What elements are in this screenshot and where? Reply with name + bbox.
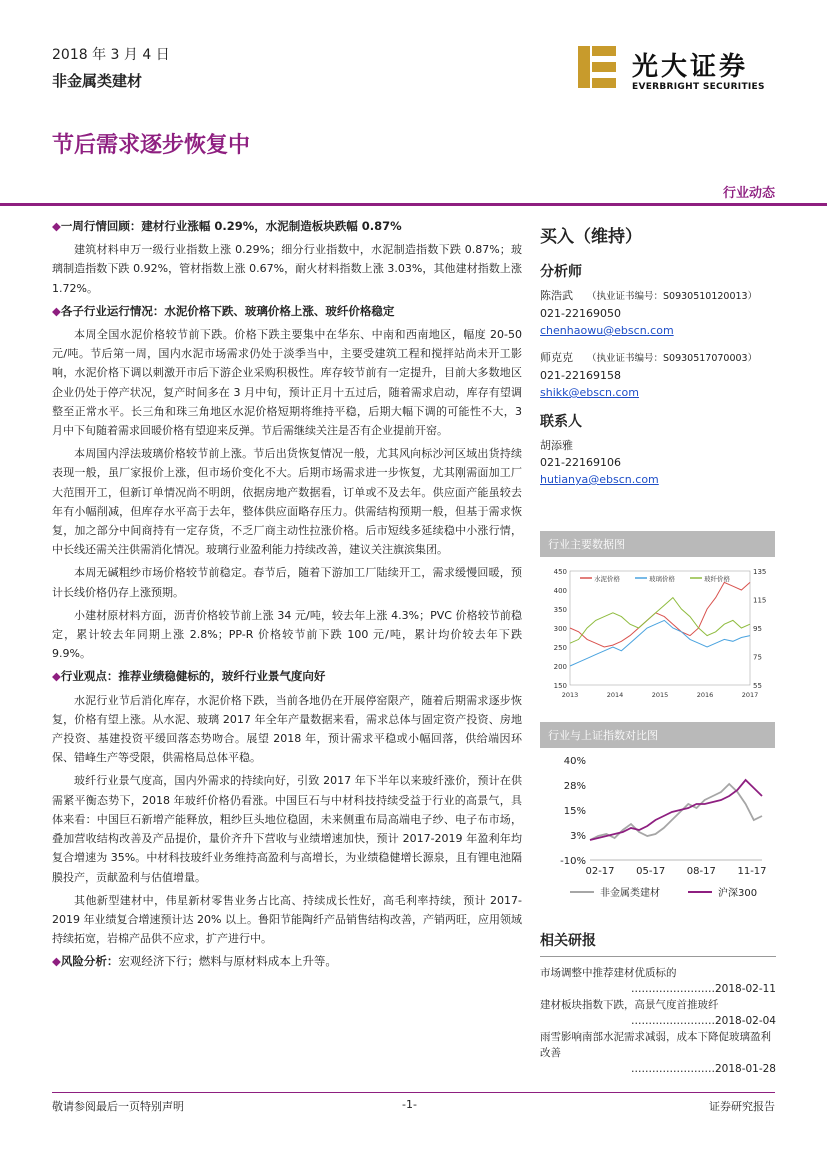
y-tick-label: 28%	[563, 781, 586, 792]
analyst-phone: 021-22169050	[540, 307, 621, 320]
x-tick-label: 2017	[741, 691, 759, 699]
y2-tick-label: 95	[753, 625, 762, 633]
x-tick-label: 11-17	[737, 866, 767, 877]
paragraph: 建筑材料申万一级行业指数上涨 0.29%；细分行业指数中，水泥制造指数下跌 0.87%；玻璃制造指数下跌 0.92%，管材指数上涨 0.67%，耐火材料指数上涨 3.03%，其他建材指数上涨 1.72%。	[52, 243, 522, 295]
related-report-title: 市场调整中推荐建材优质标的	[540, 967, 677, 979]
paragraph: 水泥行业节后消化库存，水泥价格下跌，当前各地仍在开展停窑限产，随着后期需求逐步恢复，价格有望上涨。从水泥、玻璃 2017 年全年产量数据来看，需求总体与固定资产投资、房地产投资、基建投资平缓回落态势吻合。展望 2018 年，预计需求平稳或小幅回落，供给端因环保、错峰生产等受限，供需格局总体平稳。	[52, 693, 522, 765]
sidebar	[540, 222, 780, 498]
sector-name: 非金属类建材	[52, 72, 143, 90]
y2-tick-label: 75	[753, 653, 762, 662]
contact-email[interactable]: hutianya@ebscn.com	[540, 473, 659, 486]
y-tick-label: 15%	[563, 806, 586, 817]
analyst-cert: （执业证书编号：S0930517070003）	[587, 353, 758, 364]
y-tick-label: 3%	[570, 831, 586, 842]
rating: 买入（维持）	[540, 227, 642, 247]
analyst	[540, 349, 780, 401]
footer-report: 证券研究报告	[709, 1100, 775, 1113]
legend-label: 非金属类建材	[600, 888, 660, 899]
legend-label: 玻纤价格	[704, 575, 730, 583]
y-tick-label: 450	[553, 568, 567, 576]
related-reports	[540, 924, 776, 1077]
y2-tick-label: 115	[753, 596, 767, 605]
related-report[interactable]	[540, 965, 776, 997]
y-tick-label: 300	[553, 625, 567, 633]
x-tick-label: 08-17	[686, 866, 716, 877]
report-date: 2018 年 3 月 4 日	[52, 47, 170, 63]
related-report-date: ……………………2018-01-28	[630, 1063, 776, 1075]
related-report[interactable]	[540, 997, 776, 1029]
logo-text-en: EVERBRIGHT SECURITIES	[632, 82, 765, 92]
paragraph: 其他新型建材中，伟星新材零售业务占比高、持续成长性好，高毛利率持续，预计 2017-2019 年业绩复合增速预计达 20% 以上。鲁阳节能陶纤产品销售结构改善，产销两旺，应用领域持续拓宽，岩棉产品供不应求，扩产进行中。	[52, 893, 522, 946]
logo-text: 光大证券	[632, 52, 749, 82]
x-tick-label: 2016	[696, 691, 714, 699]
chart2-svg	[540, 748, 775, 908]
y-tick-label: 200	[553, 663, 567, 671]
analyst	[540, 287, 780, 339]
contact-phone: 021-22169106	[540, 456, 621, 469]
index-compare-chart	[540, 722, 775, 912]
analyst-email[interactable]: shikk@ebscn.com	[540, 386, 639, 399]
x-tick-label: 2015	[651, 691, 669, 699]
risk-text: 宏观经济下行；燃料与原材料成本上升等。	[118, 954, 337, 969]
page-title: 节后需求逐步恢复中	[52, 133, 251, 158]
series-line	[590, 784, 762, 840]
section-heading: ◆行业观点：推荐业绩稳健标的，玻纤行业景气度向好	[52, 669, 326, 684]
y-tick-label: 150	[553, 682, 567, 690]
chart-title: 行业主要数据图	[540, 531, 775, 557]
y2-tick-label: 135	[753, 568, 767, 576]
section-heading: ◆各子行业运行情况：水泥价格下跌、玻璃价格上涨、玻纤价格稳定	[52, 303, 395, 318]
legend-label: 玻璃价格	[649, 575, 675, 583]
analyst-cert: （执业证书编号：S0930510120013）	[587, 291, 758, 302]
x-tick-label: 05-17	[636, 866, 666, 877]
chart-title: 行业与上证指数对比图	[540, 722, 775, 748]
page-number: -1-	[402, 1098, 417, 1111]
related-report[interactable]	[540, 1029, 776, 1077]
section-heading: ◆风险分析：宏观经济下行；燃料与原材料成本上升等。	[52, 954, 337, 969]
logo	[578, 46, 618, 92]
main-content	[52, 215, 522, 976]
analyst-phone: 021-22169158	[540, 369, 621, 382]
analyst-name: 陈浩武	[540, 289, 573, 302]
series-line	[570, 620, 750, 666]
footer-divider	[52, 1092, 775, 1093]
contact-name: 胡添雅	[540, 439, 573, 452]
related-report-title: 建材板块指数下跌，高景气度首推玻纤	[540, 999, 719, 1011]
diamond-icon: ◆	[52, 669, 61, 684]
x-tick-label: 02-17	[585, 866, 615, 877]
diamond-icon: ◆	[52, 219, 61, 233]
paragraph: 玻纤行业景气度高，国内外需求的持续向好，引致 2017 年下半年以来玻纤涨价，预计在供需紧平衡态势下，2018 年玻纤价格仍看涨。中国巨石与中材科技持续受益于行业的高景气，具体来看：中国巨石新增产能释放，粗纱巨头地位稳固，未来侧重布局高端电子纱、电子布市场，叠加营收结构改善及产品提价，量价齐升下营收与业绩增速加快，预计 2017-2019 年盈利年均复合增速为 35%。中材科技玻纤业务维持高盈利与高增长，为业绩稳健增长源泉，且有锂电池隔膜投产，贡献盈利与估值增量。	[52, 774, 522, 884]
paragraph: 本周全国水泥价格较节前下跌。价格下跌主要集中在华东、中南和西南地区，幅度 20-50 元/吨。节后第一周，国内水泥市场需求仍处于淡季当中，主要受建筑工程和搅拌站尚未开工影响，水泥价格下调以刺激开市后下游企业采购积极性。库存较节前有一定提升，目前大多数地区企业仍处于停产状况，复产时间多在 3 月中旬，预计正月十五过后，随着需求启动，库存有望调整至正常水平。长三角和珠三角地区水泥价格短期将维持平稳，后期大幅下调的可能性不大，3 月中下旬随着需求回暖价格有望迎来反弹。节后需继续关注是否有企业提前开窑。	[52, 328, 522, 438]
related-title: 相关研报	[540, 933, 596, 949]
y-tick-label: 250	[553, 644, 567, 652]
plot-area	[570, 571, 750, 685]
related-report-title: 雨雪影响南部水泥需求减弱，成本下降促玻璃盈利改善	[540, 1031, 771, 1059]
y-tick-label: 350	[553, 606, 567, 614]
chart1-svg	[540, 557, 775, 707]
x-tick-label: 2014	[606, 691, 624, 699]
related-report-date: ……………………2018-02-04	[630, 1015, 776, 1027]
logo-icon	[578, 46, 618, 88]
paragraph: 本周无碱粗纱市场价格较节前稳定。春节后，随着下游加工厂陆续开工，需求缓慢回暖，预计长线价格仍存上涨预期。	[52, 566, 522, 599]
footer-disclaimer: 敬请参阅最后一页特别声明	[52, 1100, 184, 1113]
analysts-title: 分析师	[540, 264, 582, 280]
y2-tick-label: 55	[753, 682, 762, 690]
series-line	[570, 582, 750, 647]
analyst-email[interactable]: chenhaowu@ebscn.com	[540, 324, 674, 337]
series-line	[570, 598, 750, 644]
contact	[540, 437, 780, 488]
legend-label: 沪深300	[718, 888, 758, 899]
paragraph: 小建材原材料方面，沥青价格较节前上涨 34 元/吨，较去年上涨 4.3%；PVC 价格较节前稳定，累计较去年同期上涨 2.8%；PP-R 价格较节前下跌 100 元/吨，累计均价较去年下跌 9.9%。	[52, 608, 522, 661]
contact-title: 联系人	[540, 414, 582, 430]
report-type: 行业动态	[722, 186, 775, 201]
diamond-icon: ◆	[52, 303, 61, 318]
paragraph: 本周国内浮法玻璃价格较节前上涨。节后出货恢复情况一般，尤其风向标沙河区域出货持续表现一般，虽厂家报价上涨，但市场价变化不大。后期市场需求进一步恢复，尤其刚需面加工厂大范围开工，但新订单情况尚不明朗，依据房地产数据看，订单或不及去年。供应面产能虽较去年有小幅削减，但库存水平高于去年，整体供应面略存压力。供需结构预期一般，但基于需求恢复，加之部分中间商持有一定存货，不乏厂商主动性拉涨价格。后市短线多延续稳中小涨行情，中长线还需关注供需消化情况。玻璃行业盈利能力持续改善，建议关注旗滨集团。	[52, 447, 522, 557]
industry-data-chart	[540, 531, 775, 711]
analyst-name: 师克克	[540, 351, 573, 364]
y-tick-label: 40%	[563, 756, 586, 767]
x-tick-label: 2013	[561, 691, 579, 699]
y-tick-label: -10%	[560, 856, 586, 867]
y-tick-label: 400	[553, 587, 567, 595]
section-heading: ◆一周行情回顾：建材行业涨幅 0.29%，水泥制造板块跌幅 0.87%	[52, 219, 402, 233]
series-line	[590, 780, 762, 840]
diamond-icon: ◆	[52, 954, 61, 969]
header-divider	[0, 203, 827, 206]
related-report-date: ……………………2018-02-11	[630, 983, 776, 995]
legend-label: 水泥价格	[594, 575, 620, 583]
